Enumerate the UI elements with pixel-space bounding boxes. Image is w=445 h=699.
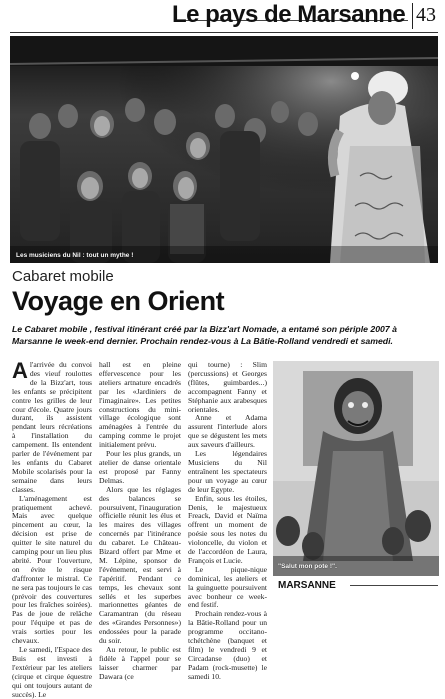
paragraph: qui tourne) : Slim (percussions) et Georges (flûtes, guimbardes...) accompagnent Fanny et Stéphanie aux arabesques orientales.	[188, 360, 267, 414]
side-photo-image	[273, 361, 439, 576]
article-rubric: Cabaret mobile	[12, 268, 114, 285]
paragraph: L'aménagement est pratiquement achevé. Mais avec quelque pincement au cœur, la décision est prise de quitter le site naturel du camping pour un lieu plus abrité. Pour l'ouverture, on évite le risque d'affronter le mistral. Ce ne sera pas toujours le cas (prévoir des couvertures pour les fraîches soirées). Pas de joue de relâche pour l'équipe et pas de vrais sorties pour les chevaux.	[12, 493, 92, 646]
article-standfirst: Le Cabaret mobile , festival itinérant créé par la Bizz'art Nomade, a entamé son périple 2007 à Marsanne le week-end dernier. Prochain rendez-vous à La Bâtie-Rolland vendredi et samedi.	[12, 324, 397, 346]
top-divider	[10, 32, 438, 33]
paragraph: Au retour, le public est fidèle à l'appel pour se laisser charmer par Dawara (ce	[99, 645, 181, 681]
page-number-separator	[412, 3, 413, 29]
drop-cap: A	[12, 358, 28, 383]
article-column-1	[12, 358, 92, 699]
paragraph: Anne et Adama assurent l'interlude alors que se dégustent les mets aux saveurs d'ailleurs.	[188, 413, 267, 450]
main-photo-caption: Les musiciens du Nil : tout un mythe !	[16, 252, 134, 259]
paragraph: Alors que les réglages des balances se poursuivent, l'inauguration officielle réunit les élus et les maires des villages concernés par l'itinérance du cabaret. Le Château-Bizard offert par Mme et M. Lépine, sponsor de l'événement, est servi à l'apéritif. Pendant ce temps, les chevaux sont sellés et les superbes marionnettes géantes de Caramantran (du réseau des «Grandes Personnes») endossées pour la parade du soir.	[99, 484, 181, 646]
section-title: Le pays de Marsanne	[172, 1, 406, 28]
paragraph: Al'arrivée du convoi des vieuf roulottes de la Bizz'art, tous les enfants se précipitent contre les grilles de leur cour d'école. Quatre jours durant, ils assistent pendant leurs récréations à l'installation du campement. Ils entendent parler de l'événement par les enfants du Cabaret Mobile scolarisés pour la semaine dans leurs classes.	[12, 358, 92, 494]
main-photo-musicians	[10, 36, 438, 263]
paragraph: Le samedi, l'Espace des Buis est investi à l'extérieur par les ateliers (cirque et cirque équestre qui ont toujours autant de succès). Le	[12, 645, 92, 699]
footer-town-label: MARSANNE	[278, 580, 336, 591]
paragraph: Le pique-nique dominical, les ateliers et la guinguette poursuivent avec bonheur ce week-end festif.	[188, 564, 267, 610]
article-column-3	[188, 360, 267, 681]
paragraph: hall est en pleine effervescence pour les ateliers artnature encadrés par les «Jardiniers de l'imaginaire». Les petites constructions du mini-village écologique sont aménagées à l'entrée du camping comme le projet initialement prévu.	[99, 360, 181, 450]
side-photo-puppet	[273, 361, 439, 576]
footer-rule	[350, 585, 438, 586]
article-column-2	[99, 360, 181, 681]
article-headline: Voyage en Orient	[12, 286, 225, 316]
paragraph: Prochain rendez-vous à la Bâtie-Rolland pour un programme occitano-tchétchène (banquet et film) le vendredi 9 et Circadanse (duo) et Padam (rock-musette) le samedi 10.	[188, 609, 267, 681]
paragraph: Les légendaires Musiciens du Nil entraînent les spectateurs pour un voyage au cœur de leur Egypte.	[188, 449, 267, 494]
main-photo-image	[10, 36, 438, 263]
page-number: 43	[416, 4, 436, 26]
side-photo-caption: "Salut mon pote !".	[278, 563, 337, 570]
paragraph: Enfin, sous les étoiles, Denis, le majestueux Freack, David et Naïma offrent un moment de poésie sous les notes du violoncelle, du violon et de l'accordéon de Laura, François et Lucie.	[188, 493, 267, 565]
paragraph: Pour les plus grands, un atelier de danse orientale est proposé par Fanny Delmas.	[99, 449, 181, 485]
